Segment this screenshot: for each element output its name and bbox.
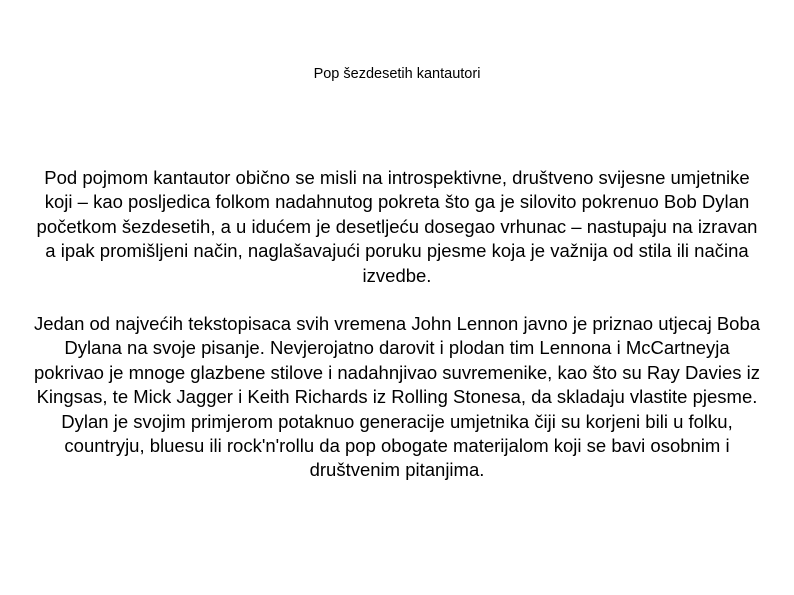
paragraph-intro: Pod pojmom kantautor obično se misli na introspektivne, društveno svijesne umjetnike koji – kao posljedica folkom nadahnutog pokreta što ga je silovito pokrenuo Bob Dylan početkom šezdesetih, a u idućem je desetljeću dosegao vrhunac – nastupaju na izravan a ipak promišljeni način, naglašavajući poruku pjesme koja je važnija od stila ili načina izvedbe. [36,167,758,286]
paragraph-lennon: Jedan od najvećih tekstopisaca svih vremena John Lennon javno je priznao utjecaj Boba Dylana na svoje pisanje. Nevjerojatno darovit i plodan tim Lennona i McCartneyja pokrivao je mnoge glazbene stilove i nadahnjivao suvremenike, kao što su Ray Davies iz Kingsas, te Mick Jagger i Keith Richards iz Rolling Stonesa, da skladaju vlastite pjesme. Dylan je svojim primjerom potaknuo generacije umjetnika čiji su korjeni bili u folku, countryju, bluesu ili rock'n'rollu da pop obogate materijalom koji se bavi osobnim i društvenim pitanjima. [33,313,761,481]
slide-body [32,166,762,507]
slide-title: Pop šezdesetih kantautori [313,66,481,82]
